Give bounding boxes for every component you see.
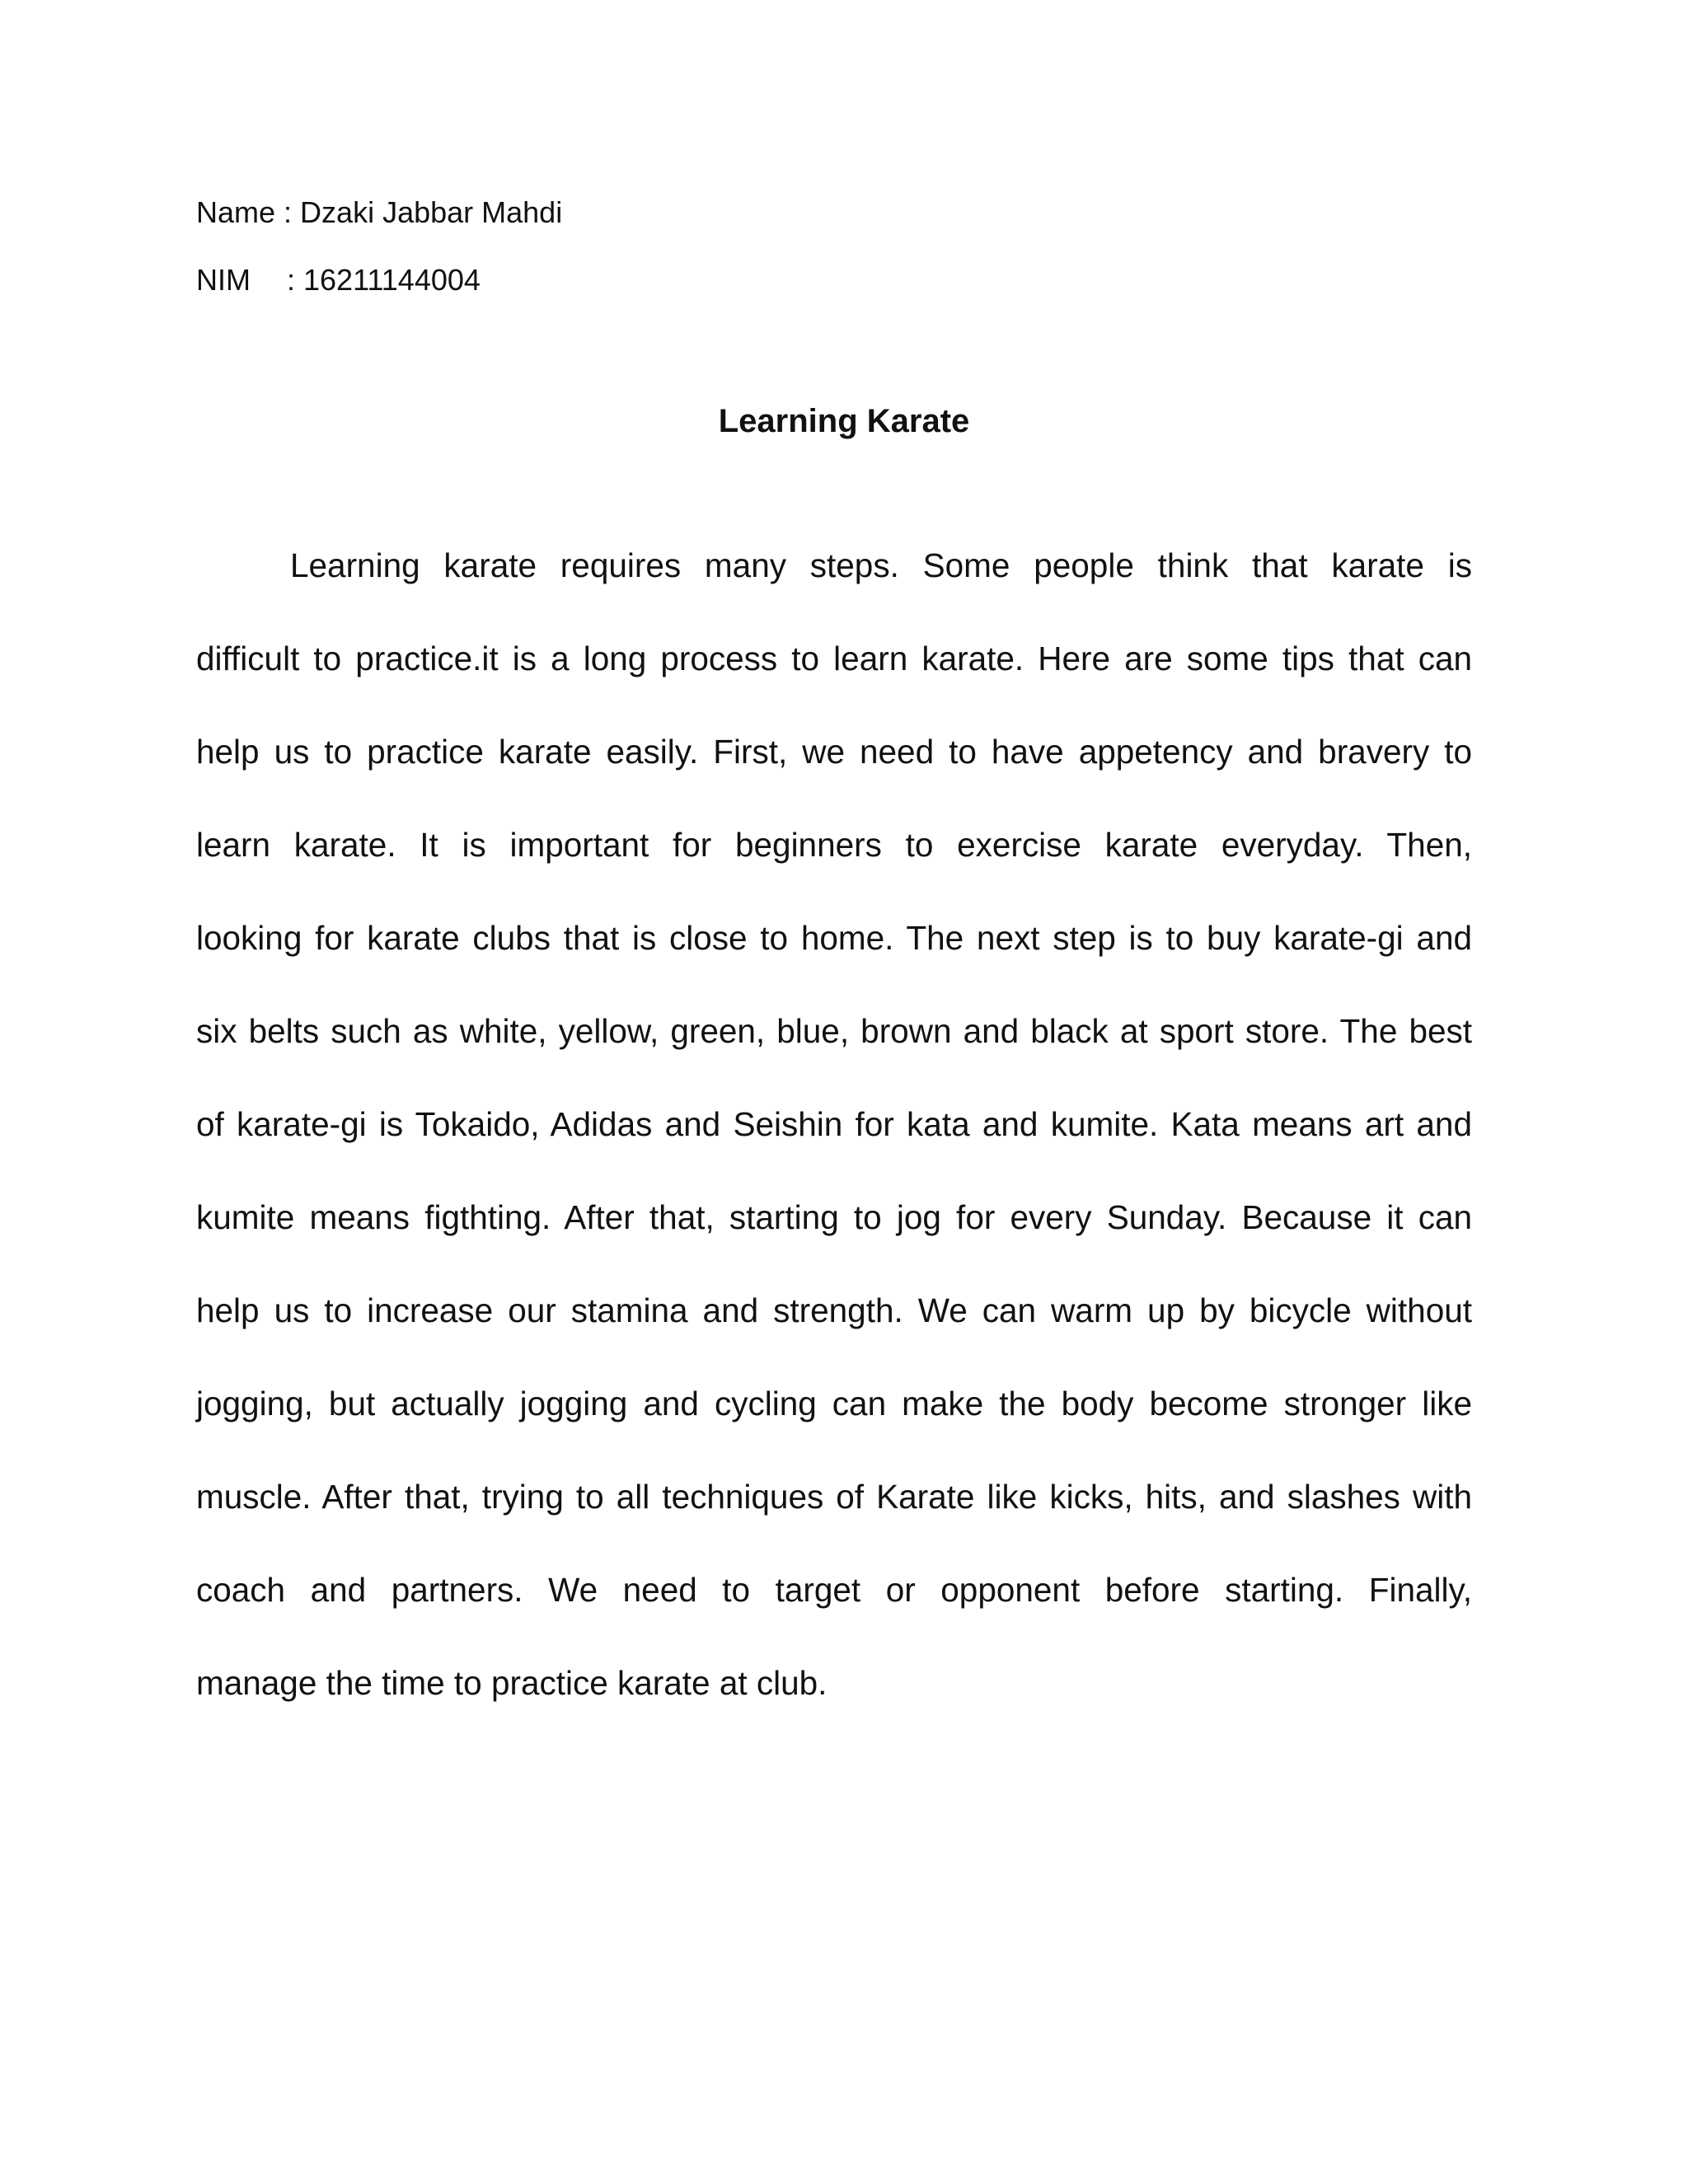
paragraph-line: muscle. After that, trying to all techniques of Karate like kicks, hits, and slashes with xyxy=(196,1478,1472,1516)
nim-value: 16211144004 xyxy=(303,263,481,297)
paragraph-line: jogging, but actually jogging and cycling can make the body become stronger like xyxy=(196,1385,1472,1422)
paragraph-line: six belts such as white, yellow, green, blue, brown and black at sport store. The best xyxy=(196,1012,1472,1050)
name-label: Name xyxy=(196,195,276,229)
paragraph-line: kumite means figthting. After that, starting to jog for every Sunday. Because it can xyxy=(196,1198,1472,1236)
paragraph-line: difficult to practice.it is a long process to learn karate. Here are some tips that can xyxy=(196,640,1472,677)
paragraph-line: learn karate. It is important for beginners to exercise karate everyday. Then, xyxy=(196,826,1472,864)
paragraph-line: help us to practice karate easily. First, we need to have appetency and bravery to xyxy=(196,733,1472,771)
name-value: Dzaki Jabbar Mahdi xyxy=(300,195,563,229)
paragraph-line: manage the time to practice karate at club. xyxy=(196,1664,828,1702)
paragraph-line: of karate-gi is Tokaido, Adidas and Seishin for kata and kumite. Kata means art and xyxy=(196,1105,1472,1143)
paragraph-line: coach and partners. We need to target or opponent before starting. Finally, xyxy=(196,1571,1472,1609)
paragraph-line: looking for karate clubs that is close to home. The next step is to buy karate-gi and xyxy=(196,919,1472,957)
paragraph-line: help us to increase our stamina and strength. We can warm up by bicycle without xyxy=(196,1291,1472,1329)
paragraph-line: Learning karate requires many steps. Some people think that karate is xyxy=(290,546,1472,584)
nim-line: NIM : 16211144004 xyxy=(196,263,481,297)
document-title: Learning Karate xyxy=(718,403,970,439)
name-line: Name : Dzaki Jabbar Mahdi xyxy=(196,195,563,229)
nim-label: NIM xyxy=(196,263,251,297)
